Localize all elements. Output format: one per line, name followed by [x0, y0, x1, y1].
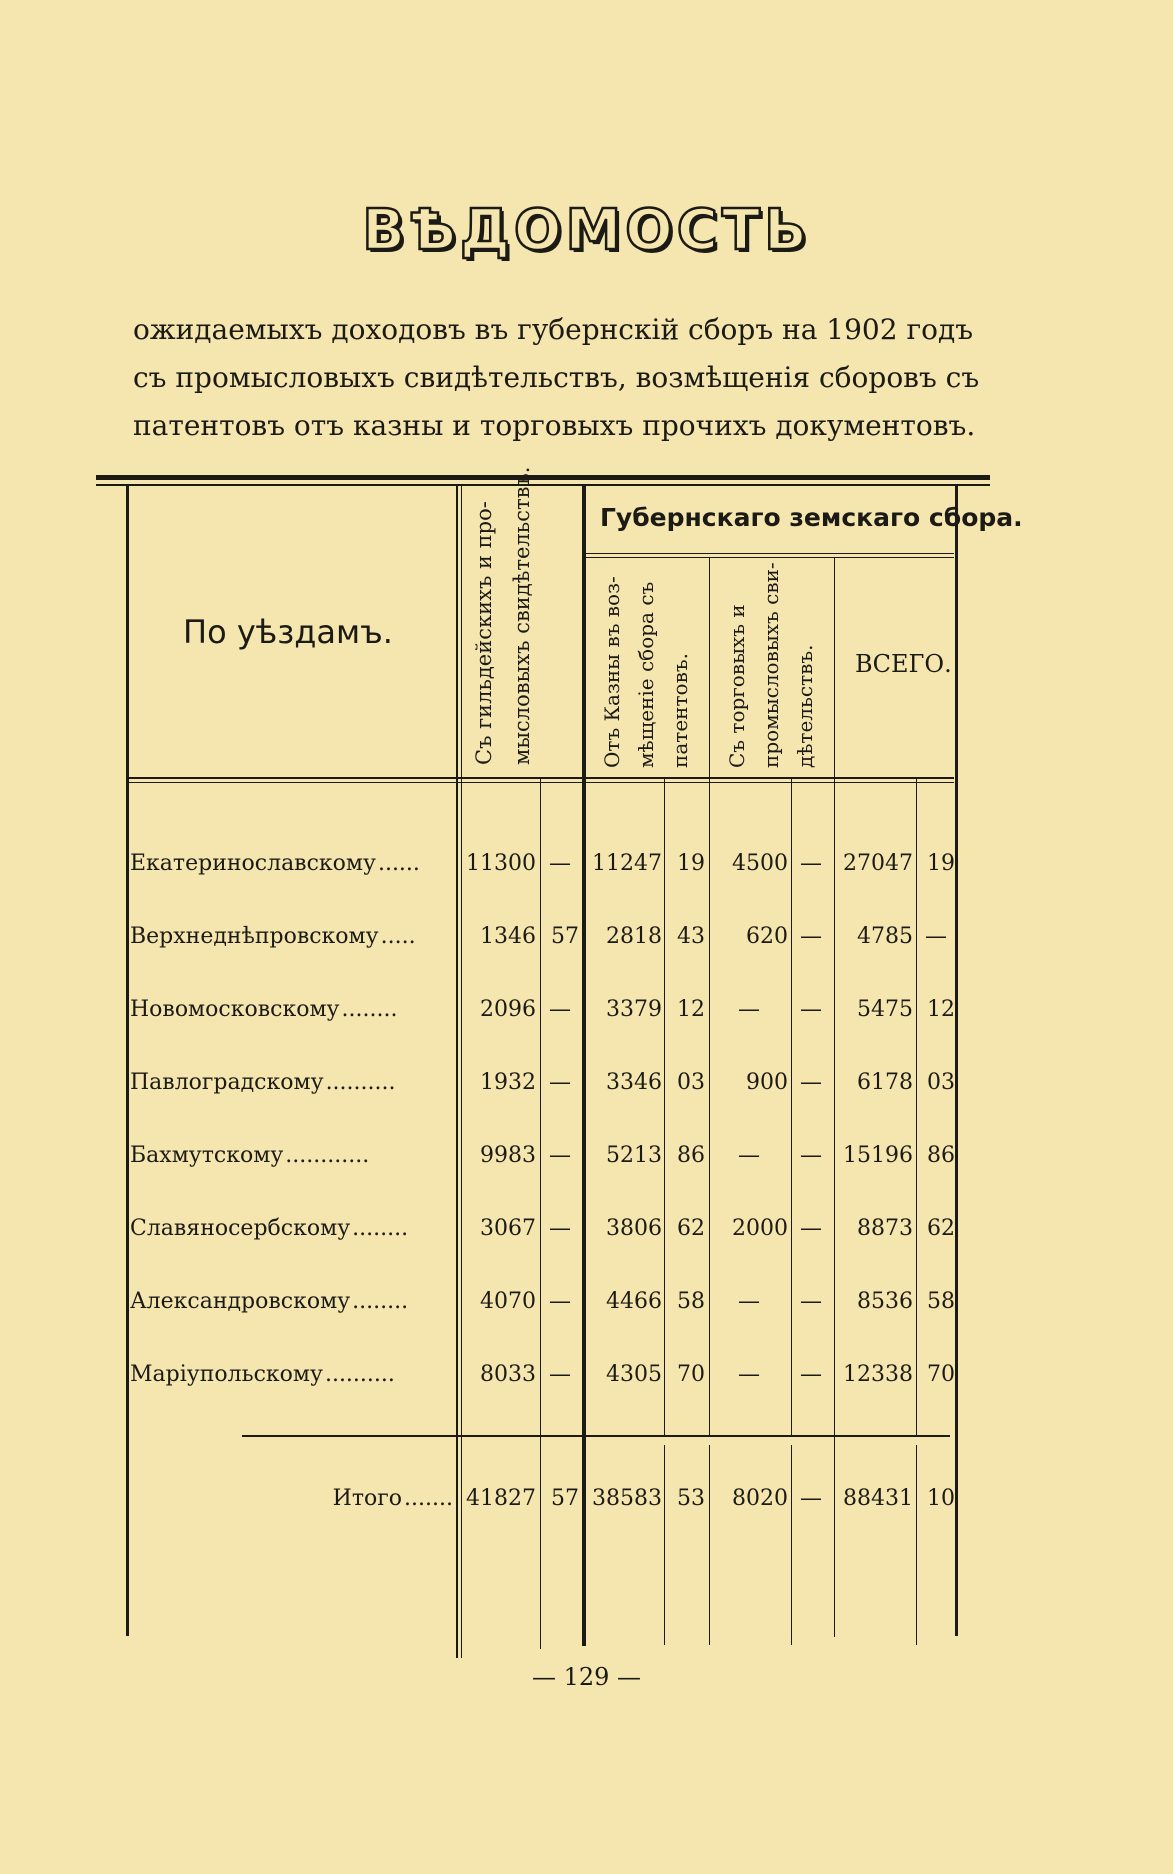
treasury-rubles-cell: 3346 [606, 1070, 662, 1095]
guild-kopecks-cell: — [549, 1143, 571, 1168]
total-treasury-kopecks: 53 [677, 1486, 705, 1511]
guild-rubles-cell: 8033 [480, 1362, 536, 1387]
district-name: Новомосковскому........ [130, 997, 398, 1022]
total-guild-rubles: 41827 [466, 1486, 536, 1511]
treasury-reimbursement-header: Отъ Казны въ воз- мѣщеніе сбора съ патентовъ. [600, 576, 692, 768]
total-header: ВСЕГО. [855, 650, 952, 678]
trade-rubles-cell: — [738, 1362, 760, 1387]
guild-certificates-header: Съ гильдейскихъ и про- мысловыхъ свидѣтельствъ. [472, 466, 534, 765]
trade-rubles-cell: 4500 [732, 851, 788, 876]
trade-rubles-cell: 2000 [732, 1216, 788, 1241]
guild-rubles-cell: 3067 [480, 1216, 536, 1241]
zemstvo-group-header: Губернскаго земскаго сбора. [600, 503, 1023, 532]
total-rubles-cell: 4785 [857, 924, 913, 949]
total-trade-kopecks: — [800, 1486, 822, 1511]
total-kopecks-cell: 12 [927, 997, 955, 1022]
total-rubles-cell: 27047 [843, 851, 913, 876]
guild-rubles-cell: 2096 [480, 997, 536, 1022]
guild-rubles-cell: 4070 [480, 1289, 536, 1314]
trade-certificates-header: Съ торговыхъ и промысловыхъ сви- дѣтельствъ. [725, 562, 817, 768]
total-guild-kopecks: 57 [551, 1486, 579, 1511]
treasury-kopecks-cell: 12 [677, 997, 705, 1022]
treasury-rubles-cell: 3806 [606, 1216, 662, 1241]
treasury-rubles-cell: 4305 [606, 1362, 662, 1387]
guild-rubles-cell: 1932 [480, 1070, 536, 1095]
district-name: Верхнеднѣпровскому..... [130, 924, 416, 949]
total-kopecks-cell: 03 [927, 1070, 955, 1095]
subtitle-line: ожидаемыхъ доходовъ въ губернскій сборъ на 1902 годъ [133, 313, 974, 346]
guild-rubles-cell: 9983 [480, 1143, 536, 1168]
trade-kopecks-cell: — [800, 1362, 822, 1387]
grand-total-kopecks: 10 [927, 1486, 955, 1511]
total-kopecks-cell: 86 [927, 1143, 955, 1168]
treasury-rubles-cell: 4466 [606, 1289, 662, 1314]
guild-rubles-cell: 1346 [480, 924, 536, 949]
trade-kopecks-cell: — [800, 924, 822, 949]
trade-kopecks-cell: — [800, 1289, 822, 1314]
trade-rubles-cell: — [738, 1289, 760, 1314]
total-rubles-cell: 12338 [843, 1362, 913, 1387]
total-kopecks-cell: — [925, 924, 947, 949]
trade-rubles-cell: — [738, 997, 760, 1022]
treasury-kopecks-cell: 03 [677, 1070, 705, 1095]
guild-kopecks-cell: — [549, 1362, 571, 1387]
district-name: Славяносербскому........ [130, 1216, 409, 1241]
subtitle-line: патентовъ отъ казны и торговыхъ прочихъ документовъ. [133, 409, 976, 442]
document-title: ВѢДОМОСТЬ [362, 198, 811, 263]
total-rubles-cell: 5475 [857, 997, 913, 1022]
total-rubles-cell: 8873 [857, 1216, 913, 1241]
treasury-kopecks-cell: 43 [677, 924, 705, 949]
district-name: Александровскому........ [130, 1289, 409, 1314]
guild-kopecks-cell: 57 [551, 924, 579, 949]
trade-rubles-cell: 620 [746, 924, 788, 949]
treasury-kopecks-cell: 62 [677, 1216, 705, 1241]
trade-kopecks-cell: — [800, 851, 822, 876]
guild-kopecks-cell: — [549, 851, 571, 876]
treasury-kopecks-cell: 86 [677, 1143, 705, 1168]
trade-rubles-cell: 900 [746, 1070, 788, 1095]
trade-kopecks-cell: — [800, 997, 822, 1022]
treasury-rubles-cell: 11247 [592, 851, 662, 876]
total-label: Итого....... [332, 1486, 453, 1511]
document-subtitle [133, 306, 980, 450]
treasury-rubles-cell: 5213 [606, 1143, 662, 1168]
guild-rubles-cell: 11300 [466, 851, 536, 876]
page-number: — 129 — [531, 1663, 642, 1691]
total-trade-rubles: 8020 [732, 1486, 788, 1511]
districts-header: По уѣздамъ. [183, 613, 393, 651]
total-kopecks-cell: 58 [927, 1289, 955, 1314]
guild-kopecks-cell: — [549, 1289, 571, 1314]
district-name: Павлоградскому.......... [130, 1070, 396, 1095]
total-kopecks-cell: 70 [927, 1362, 955, 1387]
total-rubles-cell: 15196 [843, 1143, 913, 1168]
trade-kopecks-cell: — [800, 1216, 822, 1241]
subtitle-line: съ промысловыхъ свидѣтельствъ, возмѣщенія сборовъ съ [133, 361, 980, 394]
total-treasury-rubles: 38583 [592, 1486, 662, 1511]
trade-rubles-cell: — [738, 1143, 760, 1168]
treasury-rubles-cell: 2818 [606, 924, 662, 949]
district-name: Екатеринославскому...... [130, 851, 420, 876]
treasury-kopecks-cell: 58 [677, 1289, 705, 1314]
total-rubles-cell: 6178 [857, 1070, 913, 1095]
guild-kopecks-cell: — [549, 997, 571, 1022]
trade-kopecks-cell: — [800, 1143, 822, 1168]
treasury-kopecks-cell: 70 [677, 1362, 705, 1387]
total-kopecks-cell: 62 [927, 1216, 955, 1241]
guild-kopecks-cell: — [549, 1216, 571, 1241]
total-rubles-cell: 8536 [857, 1289, 913, 1314]
district-name: Бахмутскому............ [130, 1143, 370, 1168]
grand-total-rubles: 88431 [843, 1486, 913, 1511]
total-kopecks-cell: 19 [927, 851, 955, 876]
trade-kopecks-cell: — [800, 1070, 822, 1095]
district-name: Маріупольскому.......... [130, 1362, 395, 1387]
treasury-kopecks-cell: 19 [677, 851, 705, 876]
treasury-rubles-cell: 3379 [606, 997, 662, 1022]
guild-kopecks-cell: — [549, 1070, 571, 1095]
